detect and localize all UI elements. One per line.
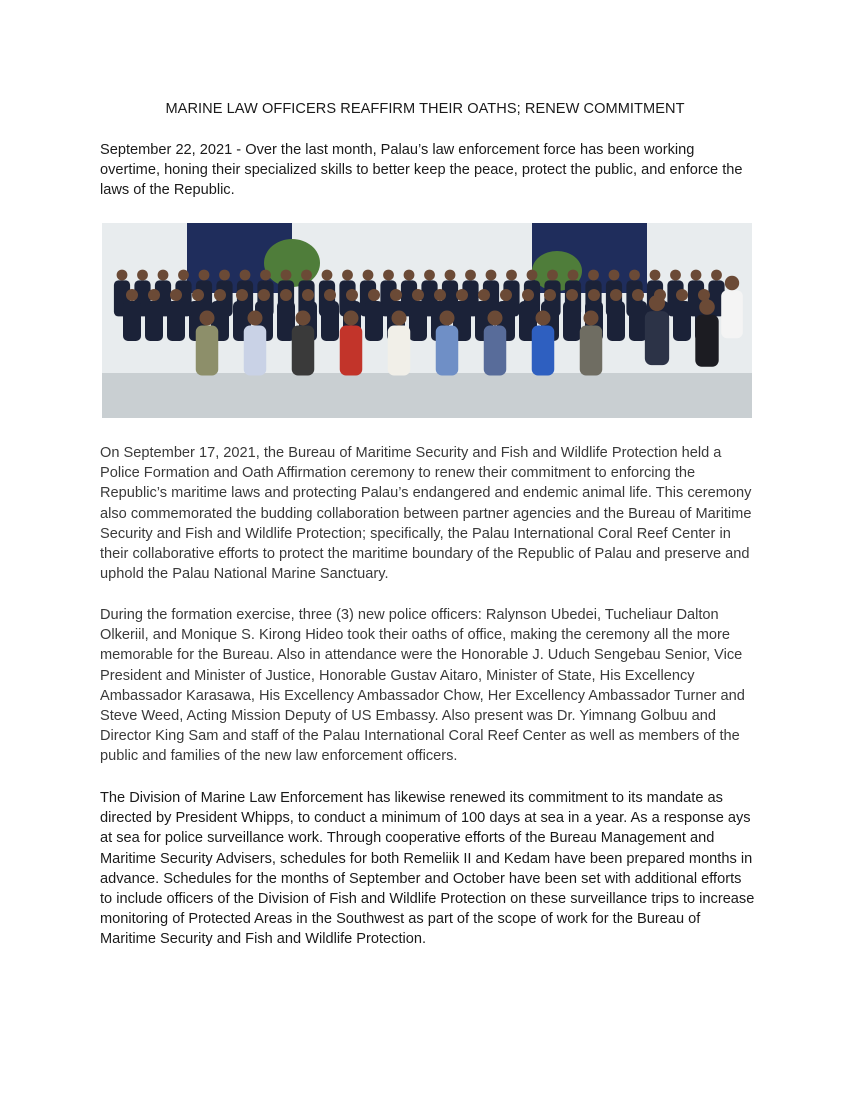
group-photo <box>102 223 752 418</box>
intro-paragraph: September 22, 2021 - Over the last month, Palau’s law enforcement force has been working overtime, honing their specialized skills to better keep the peace, protect the public, and enforce the laws of the Republic. <box>100 142 743 199</box>
division-paragraph: The Division of Marine Law Enforcement has likewise renewed its commitment to its mandate as directed by President Whipps, to conduct a minimum of 100 days at sea in a year. As a response ays at sea for police surveillance work. Through cooperative efforts of the Bureau Management and Maritime Security Advisers, schedules for both Remeliik II and Kedam have been prepared months in advance. Schedules for the months of September and October have been set with additional efforts to include officers of the Division of Fish and Wildlife Protection on these surveillance trips to increase monitoring of Protected Areas in the Southwest as part of the scope of work for the Bureau of Maritime Security and Fish and Wildlife Protection. <box>100 790 755 948</box>
formation-paragraph: During the formation exercise, three (3) new police officers: Ralynson Ubedei, Tucheliaur Dalton Olkeriil, and Monique S. Kirong Hideo took their oaths of office, making the ceremony all the more memorable for the Bureau. Also in attendance were the Honorable J. Uduch Sengebau Senior, Vice President and Minister of Justice, Honorable Gustav Aitaro, Minister of State, His Excellency Ambassador Karasawa, His Excellency Ambassador Chow, Her Excellency Ambassador Turner and Steve Weed, Acting Mission Deputy of US Embassy. Also present was Dr. Yimnang Golbuu and Director King Sam and staff of the Palau International Coral Reef Center as well as members of the public and families of the new law enforcement officers. <box>100 607 745 765</box>
document-title: MARINE LAW OFFICERS REAFFIRM THEIR OATHS; RENEW COMMITMENT <box>165 101 685 117</box>
group-photo-illustration <box>102 223 752 418</box>
ceremony-paragraph: On September 17, 2021, the Bureau of Maritime Security and Fish and Wildlife Protection held a Police Formation and Oath Affirmation ceremony to renew their commitment to enforcing the Republic’s maritime laws and protecting Palau’s endangered and endemic animal life. This ceremony also commemorated the budding collaboration between partner agencies and the Bureau of Maritime Security and Fish and Wildlife Protection; specifically, the Palau International Coral Reef Center in their collaborative efforts to protect the maritime boundary of the Republic of Palau and preserve and uphold the Palau National Marine Sanctuary. <box>100 445 752 583</box>
photo-plant-left <box>264 239 320 287</box>
photo-floor <box>102 373 752 418</box>
